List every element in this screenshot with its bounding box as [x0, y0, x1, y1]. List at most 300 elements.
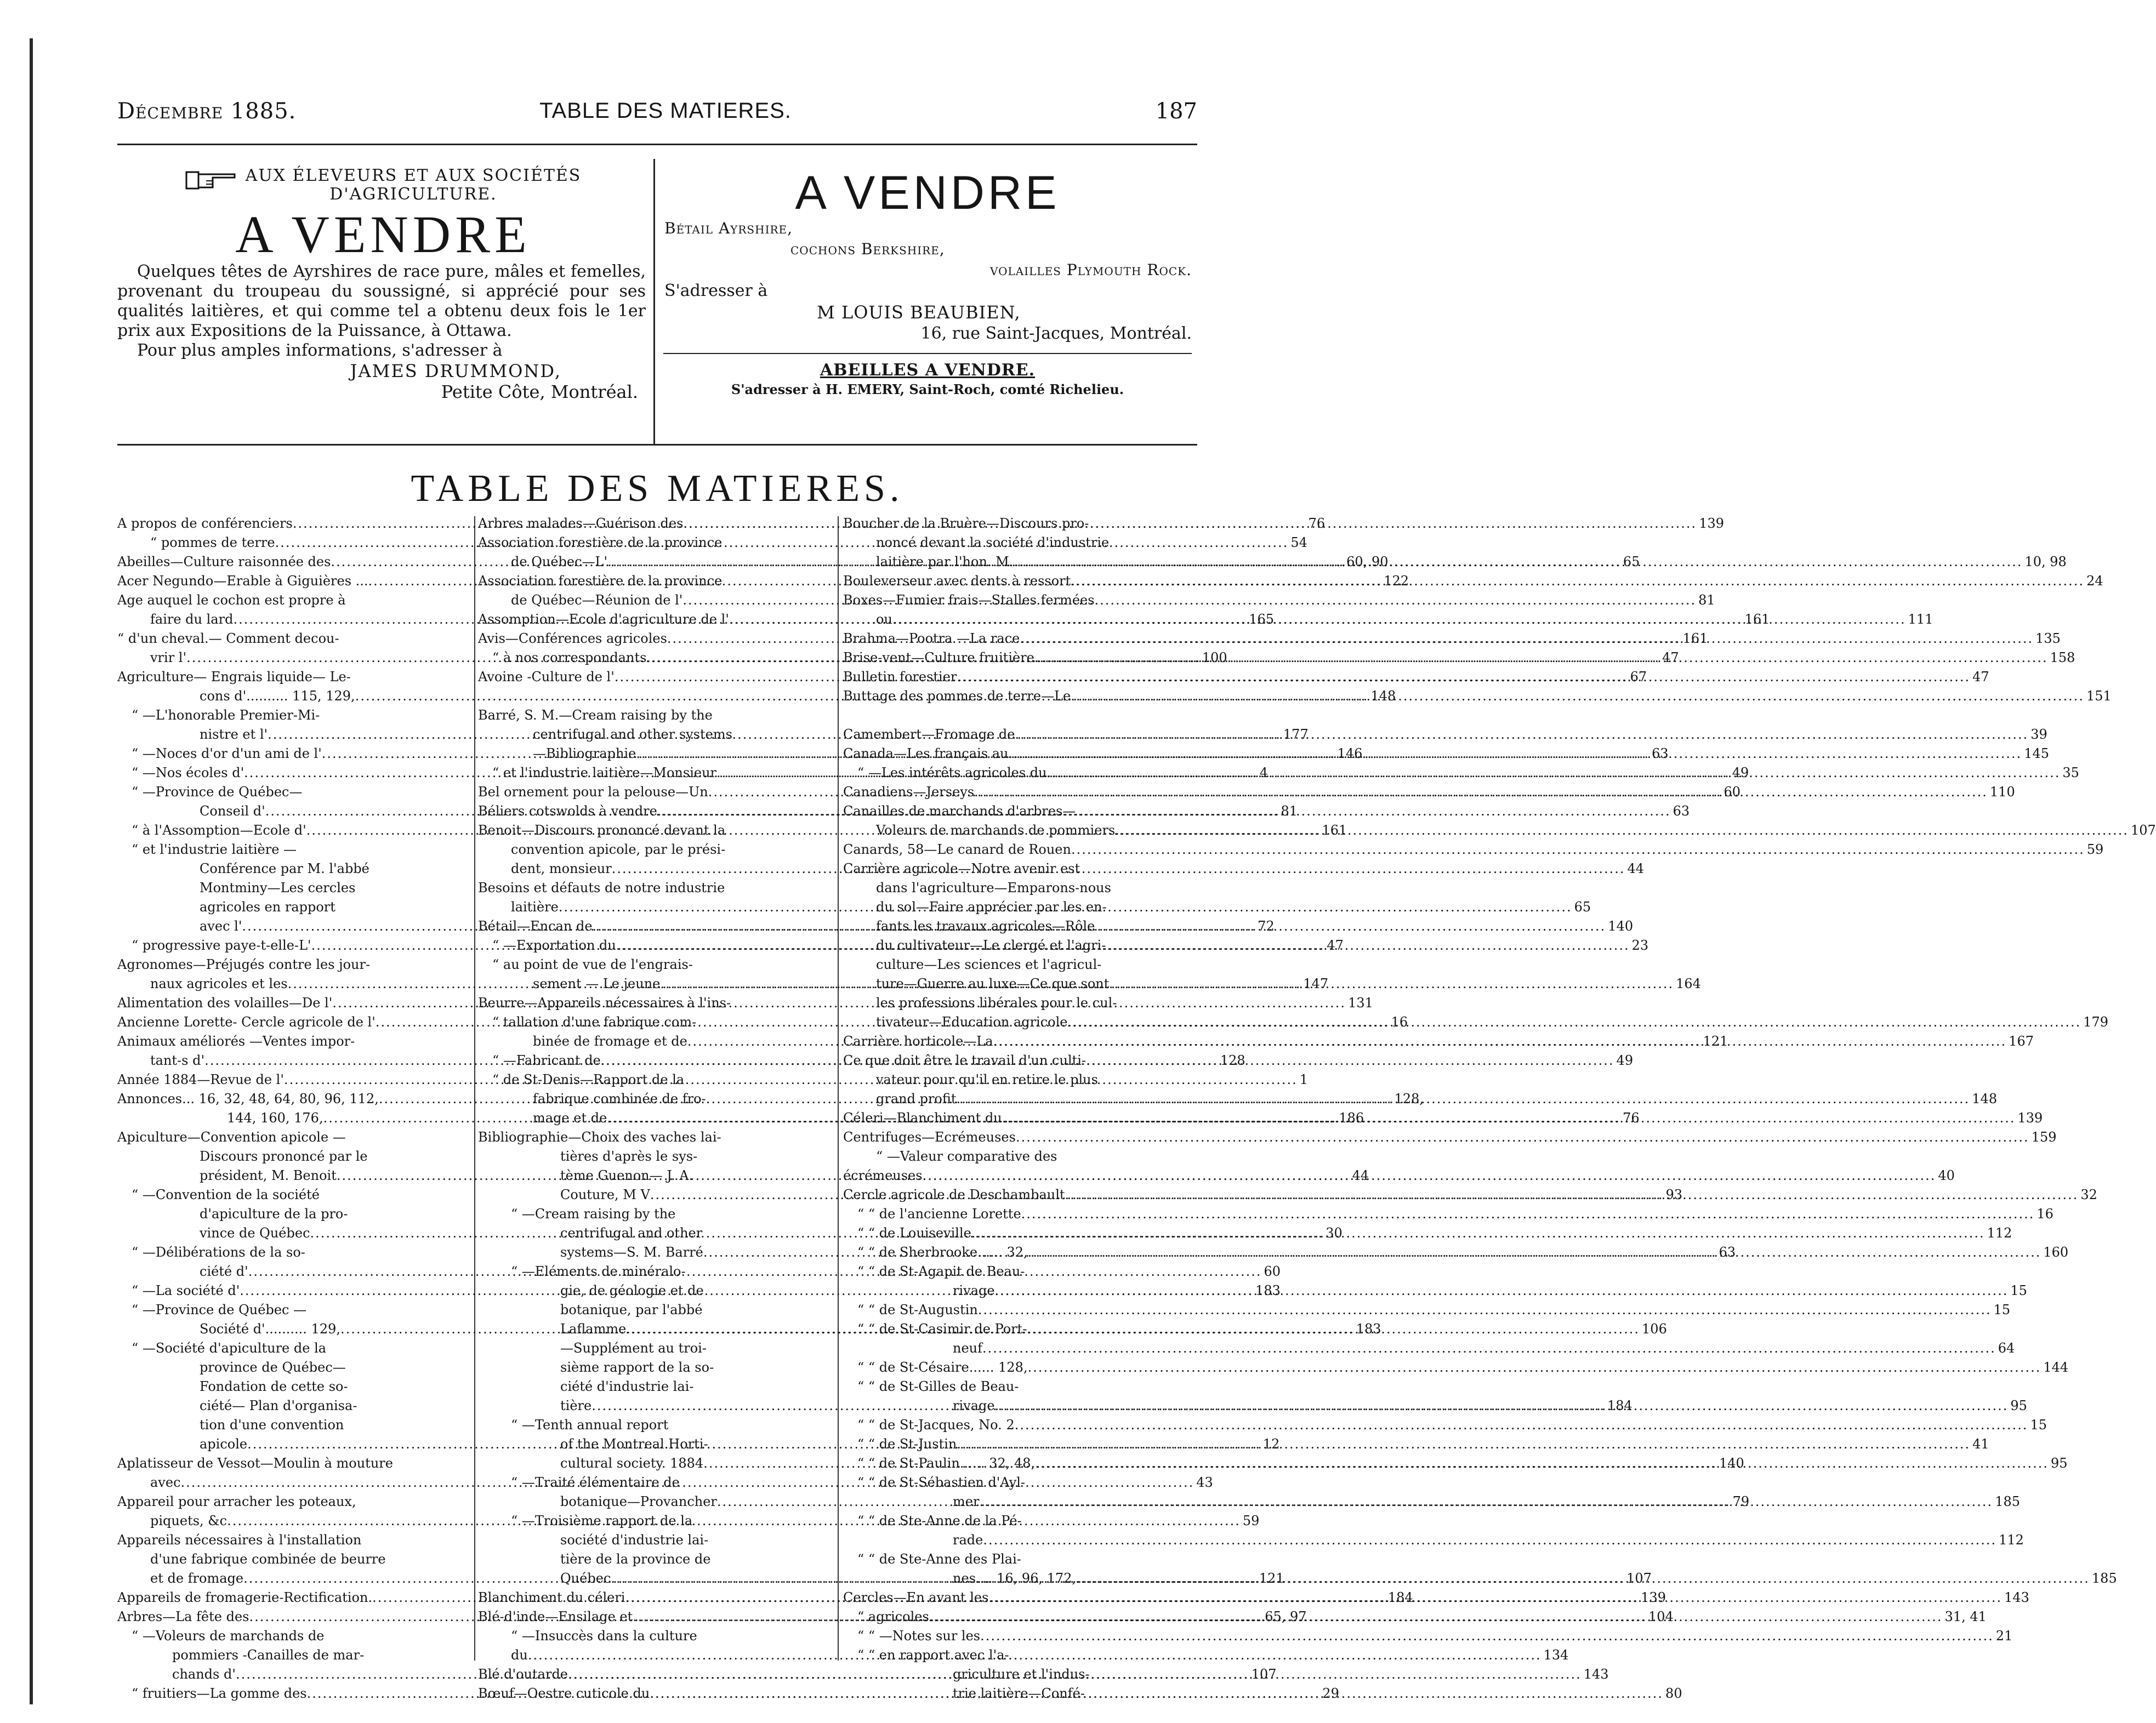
index-leader-dots [1009, 552, 2023, 572]
index-leader-dots [995, 1396, 2009, 1416]
index-leader-dots [1047, 763, 2061, 783]
index-page-ref: 107 [1626, 1571, 1652, 1586]
index-entry-text: Appareils nécessaires à l'installation [117, 1532, 362, 1548]
index-entry-text: “ —Noces d'or d'un ami de l' [132, 746, 322, 761]
index-page-ref: 60, 90 [1346, 554, 1389, 569]
index-entry-text: “ “ de l'ancienne Lorette [857, 1206, 1021, 1222]
index-entry-text: Animaux améliorés —Ventes impor- [117, 1034, 355, 1049]
index-entry [478, 1473, 833, 1492]
index-entry-text: ou [876, 612, 892, 627]
index-entry-text: et de fromage [150, 1571, 244, 1586]
index-page-ref: 104 [1648, 1609, 1674, 1624]
index-page-ref: 81 [1281, 803, 1298, 819]
index-entry-text: les professions libérales pour le cul- [876, 995, 1117, 1011]
ad-right-headline: A VENDRE [795, 167, 1060, 219]
index-page-ref: 183 [1356, 1321, 1381, 1337]
index-entry-text: Bel ornement pour la pelouse—Un [478, 784, 708, 800]
index-entry-text: fabrique combinée de fro- [533, 1091, 706, 1106]
index-entry-text: “ tallation d'une fabrique com- [492, 1014, 697, 1030]
index-entry-text: rivage [953, 1398, 995, 1413]
index-entry [843, 974, 1198, 994]
index-entry [117, 1128, 473, 1147]
index-entry-text: “ —Exportation du [492, 938, 616, 953]
index-entry [117, 1531, 473, 1550]
index-entry-text: laitière par l'hon. M [876, 554, 1009, 569]
index-leader-dots [957, 1089, 1970, 1109]
index-entry-text: dent, monsieur [511, 861, 612, 876]
index-leader-dots [1021, 1205, 2035, 1224]
index-page-ref: 146 [1337, 746, 1363, 761]
index-entry-text: tière de la province de [560, 1551, 711, 1567]
index-leader-dots [1015, 725, 2028, 744]
index-entry-text: “ à nos correspondants [492, 650, 647, 665]
index-leader-dots [1016, 1128, 2029, 1147]
index-entry-text: tion d'une convention [200, 1417, 344, 1433]
index-entry-text: Abeilles—Culture raisonnée des [117, 554, 331, 569]
index-page-ref: 177 [1283, 727, 1309, 742]
index-entry [478, 878, 833, 898]
index-entry [478, 1070, 833, 1089]
index-entry-text: avec l' [200, 918, 242, 934]
index-entry-text: Barré, S. M.—Cream raising by the [478, 708, 713, 723]
index-entry [843, 1358, 2069, 1377]
index-entry-text: Carrière horticole—La [843, 1034, 993, 1049]
index-entry-text: “ —Société d'apiculture de la [132, 1340, 327, 1356]
index-entry-text: “ “ de St-Gilles de Beau- [857, 1379, 1019, 1394]
index-page-ref: 47 [1327, 938, 1344, 953]
index-entry-text: Acer Negundo—Erable à Giguières ... [117, 573, 368, 589]
index-page-ref: 185 [2091, 1571, 2117, 1586]
index-entry-text: Béliers cotswolds à vendre [478, 803, 657, 819]
index-entry-text: Année 1884—Revue de l' [117, 1072, 284, 1087]
index-entry [117, 1358, 473, 1377]
index-entry-text: rade [953, 1532, 983, 1548]
index-page-ref: 161 [1322, 823, 1347, 838]
index-entry [478, 1435, 833, 1454]
index-page-ref: 164 [1676, 976, 1701, 991]
index-entry-text: Bœuf—Oestre cuticole du [478, 1686, 650, 1701]
index-page-ref: 47 [1972, 669, 1989, 684]
index-entry-text: Avis—Conférences agricoles [478, 631, 667, 646]
index-entry [478, 1377, 833, 1396]
index-entry-text: Ce que doit être le travail d'un culti- [843, 1053, 1086, 1068]
index-entry-text: tière [560, 1398, 592, 1413]
index-entry-text: nes.... 16, 96, 172, [953, 1571, 1077, 1586]
index-entry [117, 1627, 473, 1646]
index-entry [117, 1492, 473, 1511]
index-leader-dots [988, 1588, 2002, 1607]
index-entry [478, 1128, 833, 1147]
index-entry-text: “ et l'industrie laitière—Monsieur [492, 765, 717, 780]
index-entry-text: Blé-d'inde—Ensilage et [478, 1609, 633, 1624]
index-entry [478, 1550, 833, 1569]
index-entry-text: Bétail—Encan de [478, 918, 593, 934]
index-entry-text: Céleri—Blanchiment du [843, 1110, 1002, 1126]
index-entry-text: province de Québec— [200, 1360, 346, 1375]
index-entry [843, 859, 1198, 878]
index-entry-text: Canada—Les français au [843, 746, 1009, 761]
index-entry [843, 1128, 2057, 1147]
index-entry-text: “ —L'honorable Premier-Mi- [132, 708, 320, 723]
index-entry-text: fants les travaux agricoles—Rôle [876, 918, 1095, 934]
index-page-ref: 16 [2036, 1206, 2053, 1222]
index-page-ref: 79 [1732, 1494, 1750, 1509]
ad-right-item-1: Bétail Ayrshire, [664, 219, 793, 237]
index-entry [478, 1339, 833, 1358]
index-entry [843, 955, 1198, 974]
bees-ad-title: ABEILLES A VENDRE. [820, 361, 1036, 380]
index-entry [117, 955, 473, 974]
index-page-ref: 107 [1251, 1667, 1277, 1682]
index-page-ref: 67 [1630, 669, 1647, 684]
index-entry [117, 1032, 473, 1051]
index-entry-text: “ —Délibérations de la so- [132, 1245, 305, 1260]
index-entry-text: chands d' [172, 1667, 236, 1682]
index-entry [478, 955, 833, 974]
index-leader-dots [1071, 572, 2084, 591]
ad-right-items [658, 218, 1197, 281]
ad-column-separator [653, 159, 655, 444]
index-page-ref: 81 [1698, 592, 1715, 608]
index-page-ref: 140 [1608, 918, 1634, 934]
index-entry-text: ture—Guerre au luxe—Ce que sont [876, 976, 1110, 991]
index-page-ref: 24 [2086, 573, 2103, 589]
index-entry-text: Bouleverseur avec dents à ressort [843, 573, 1071, 589]
ad-seller-place: Petite Côte, Montréal. [441, 381, 638, 402]
index-page-ref: 110 [1989, 784, 2015, 800]
index-page-ref: 39 [2030, 727, 2047, 742]
index-entry-text: apicole [200, 1436, 248, 1452]
index-entry [843, 1627, 2013, 1646]
index-entry-text: cons d'.......... 115, 129, [200, 688, 355, 704]
index-entry-text: Association forestière de la province [478, 573, 723, 589]
index-entry [843, 514, 1198, 533]
index-entry [843, 1339, 2015, 1358]
index-entry [843, 1147, 1198, 1166]
index-entry-text: “ “ de St-Paulin...... 32, 48, [857, 1456, 1036, 1471]
index-page-ref: 47 [1662, 650, 1679, 665]
index-entry-text: Société d'.......... 129, [200, 1321, 341, 1337]
index-entry [478, 1262, 833, 1281]
index-page-ref: 121 [1259, 1571, 1284, 1586]
index-entry-text: Blanchiment du céleri [478, 1590, 625, 1605]
index-entry-text: Boucher de la Bruère—Discours pro- [843, 516, 1089, 531]
index-entry [478, 1205, 833, 1224]
index-page-ref: 143 [2004, 1590, 2029, 1605]
index-entry [478, 1089, 833, 1109]
index-entry-text: Brahma—Pootra —La race [843, 631, 1020, 646]
index-leader-dots [1071, 840, 2085, 859]
index-entry [843, 1377, 1198, 1396]
index-page-ref: 95 [2010, 1398, 2027, 1413]
index-page-ref: 121 [1703, 1034, 1728, 1049]
index-entry [843, 802, 1198, 821]
index-entry-text: Arbres—La fête des [117, 1609, 249, 1624]
index-entry [117, 898, 473, 917]
ad-headline: A VENDRE [235, 205, 531, 264]
index-page-ref: 80 [1665, 1686, 1682, 1701]
index-entry-text: mer [953, 1494, 980, 1509]
index-entry-text: Bulletin forestier [843, 669, 957, 684]
ad-tagline [117, 167, 649, 204]
index-entry [478, 840, 833, 859]
index-entry-text: Arbres malades—Guérison des [478, 516, 684, 531]
index-page-ref: 143 [1583, 1667, 1609, 1682]
index-page-ref: 49 [1616, 1053, 1634, 1068]
index-page-ref: 107 [2130, 823, 2156, 838]
index-entry [843, 917, 1198, 936]
index-leader-dots [978, 1300, 1992, 1320]
index-page-ref: 1 [1299, 1072, 1308, 1087]
index-entry [843, 1051, 1198, 1070]
index-leader-dots [1071, 687, 2084, 706]
index-leader-dots [1065, 1185, 2079, 1205]
index-page-ref: 59 [1242, 1513, 1260, 1528]
index-page-ref: 40 [1938, 1168, 1955, 1183]
index-page-ref: 65 [1574, 899, 1591, 915]
index-entry-text: d'une fabrique combinée de beurre [150, 1551, 386, 1567]
index-entry [117, 1243, 473, 1262]
index-entry [478, 533, 833, 552]
index-page-ref: 122 [1384, 573, 1409, 589]
index-page-ref: 147 [1303, 976, 1329, 991]
index-entry-text: Agronomes—Préjugés contre les jour- [117, 957, 371, 972]
index-entry-text: “ —Cream raising by the [511, 1206, 676, 1222]
index-entry-text: Laflamme [560, 1321, 627, 1337]
index-entry-text: griculture et l'indus- [953, 1667, 1090, 1682]
bees-ad-contact: S'adresser à H. EMERY, Saint-Roch, comté Richelieu. [731, 381, 1124, 397]
index-entry-text: sième rapport de la so- [560, 1360, 714, 1375]
index-entry-text: Blé d'outarde [478, 1667, 568, 1682]
index-entry-text: Centrifuges—Ecrémeuses [843, 1129, 1016, 1145]
index-leader-dots [980, 1627, 1994, 1646]
index-entry-text: of the Montreal Horti- [560, 1436, 708, 1452]
index-page-ref: 63 [1719, 1245, 1736, 1260]
index-entry-text: “ —Voleurs de marchands de [132, 1628, 325, 1644]
index-entry-text: “ —Fabricant de [492, 1053, 601, 1068]
index-entry-text: cultural society. 1884 [560, 1456, 704, 1471]
index-page-ref: 100 [1202, 650, 1227, 665]
index-leader-dots [979, 1492, 1993, 1511]
ad-right-item-3: volailles Plymouth Rock. [990, 261, 1192, 279]
index-entry [117, 1185, 473, 1205]
index-entry-text: “ et l'industrie laitière — [132, 842, 297, 857]
ad-tagline-line-2: D'AGRICULTURE. [329, 185, 497, 204]
index-page-ref: 184 [1387, 1590, 1413, 1605]
index-entry-text: “ progressive paye-t-elle-L' [132, 938, 311, 953]
index-leader-dots [1008, 744, 2022, 763]
index-entry-text: ciété— Plan d'organisa- [200, 1398, 357, 1413]
index-page-ref: 76 [1623, 1110, 1640, 1126]
index-leader-dots [1115, 821, 2129, 840]
index-entry [117, 591, 473, 610]
index-entry-text: écrémeuses [843, 1168, 923, 1183]
index-entry-text: “ “ de Louiseville [857, 1225, 971, 1241]
index-entry [117, 1300, 473, 1320]
index-entry [117, 667, 473, 687]
index-page-ref: 158 [2050, 650, 2075, 665]
index-leader-dots [1002, 1109, 2016, 1128]
running-header [117, 99, 1197, 132]
index-entry-text: neuf [953, 1340, 982, 1356]
index-entry [117, 859, 473, 878]
index-leader-dots [1076, 1569, 2090, 1588]
index-entry [843, 1665, 1198, 1684]
index-entry [117, 1205, 473, 1224]
index-entry-text: sement — Le jeune [533, 976, 661, 991]
index-leader-dots [1028, 1358, 2041, 1377]
index-spacer [478, 687, 833, 706]
index-entry-text: Appareils de fromagerie-Rectification. [117, 1590, 373, 1605]
index-page-ref: 111 [1908, 612, 1933, 627]
index-leader-dots [892, 610, 1906, 629]
index-page-ref: 15 [1993, 1302, 2011, 1317]
index-page-ref: 165 [1249, 612, 1275, 627]
index-entry [843, 533, 1198, 552]
index-leader-dots [1028, 1243, 2041, 1262]
index-entry-text: “ —Convention de la société [132, 1187, 320, 1202]
index-entry-text: Québec [560, 1571, 611, 1586]
index-page-ref: 160 [2043, 1245, 2069, 1260]
advertisement-livestock [658, 159, 1197, 433]
index-entry-text: Beurre—Appareils nécessaires à l'ins- [478, 995, 731, 1011]
index-page-ref: 54 [1290, 535, 1307, 550]
index-leader-dots [995, 1281, 2009, 1300]
index-entry-text: Avoine -Culture de l' [478, 669, 615, 684]
index-entry-text: Alimentation des volailles—De l' [117, 995, 333, 1011]
index-entry [478, 994, 833, 1013]
index-leader-dots [1035, 1454, 2049, 1473]
index-entry [843, 1531, 2024, 1550]
header-title: TABLE DES MATIERES. [539, 99, 792, 123]
index-entry-text: Brise-vent—Culture fruitière [843, 650, 1034, 665]
index-entry-text: société d'industrie lai- [560, 1532, 709, 1548]
index-entry-text: Ancienne Lorette- Cercle agricole de l' [117, 1014, 376, 1030]
index-leader-dots [993, 1032, 2007, 1051]
index-leader-dots [982, 1339, 1996, 1358]
index-entry-text: Agriculture— Engrais liquide— Le- [117, 669, 351, 684]
index-page-ref: 106 [1642, 1321, 1667, 1337]
index-entry-text: ciété d' [200, 1264, 248, 1279]
index-entry-text: centrifugal and other [560, 1225, 703, 1241]
index-entry-text: Canadiens—Jerseys [843, 784, 975, 800]
index-entry-text: “ —Troisième rapport de la [511, 1513, 693, 1528]
index-entry-text: centrifugal and other systems [533, 727, 732, 742]
index-entry-text: Cercles—En avant les [843, 1590, 989, 1605]
index-entry [117, 878, 473, 898]
index-entry-text: “ à l'Assomption—Ecole d' [132, 823, 306, 838]
index-entry [843, 591, 1198, 610]
index-entry-text: Conférence par M. l'abbé [200, 861, 369, 876]
index-entry-text: avec [150, 1475, 181, 1490]
index-entry-text: “ “ de St-Casimir de Port- [857, 1321, 1027, 1337]
index-entry-text: Association forestière de la province [478, 535, 723, 550]
index-page-ref: 95 [2050, 1456, 2068, 1471]
index-page-ref: 41 [1972, 1436, 1989, 1452]
index-entry-text: Bibliographie—Choix des vaches lai- [478, 1129, 721, 1145]
advertisement-ayrshires [117, 159, 649, 433]
index-entry-text: nistre et l' [200, 727, 268, 742]
index-entry-text: Assomption—Ecole d'agriculture de l' [478, 612, 729, 627]
index-entry-text: pommiers -Canailles de mar- [172, 1647, 365, 1663]
index-entry-text: Camembert—Fromage de [843, 727, 1015, 742]
index-entry [478, 706, 833, 725]
index-entry [843, 994, 1198, 1013]
index-entry-text: Cercle agricole de Deschambault [843, 1187, 1065, 1202]
index-entry [843, 1550, 1198, 1569]
index-entry [478, 1281, 833, 1300]
index-page-ref: 144 [2043, 1360, 2069, 1375]
ad-right-contact-name: M LOUIS BEAUBIEN, [817, 302, 1021, 323]
index-page-ref: 161 [1682, 631, 1708, 646]
index-page-ref: 140 [1719, 1456, 1744, 1471]
index-entry [117, 1454, 473, 1473]
index-entry-text: noncé devant la société d'industrie [876, 535, 1110, 550]
index-entry-text: “ “ —Notes sur les [857, 1628, 981, 1644]
index-page-ref: 43 [1196, 1475, 1213, 1490]
index-entry [478, 1531, 833, 1550]
index-page-ref: 29 [1322, 1686, 1339, 1701]
pointing-hand-icon [185, 169, 238, 191]
index-entry-text: du cultivateur—Le clergé et l'agri- [876, 938, 1106, 953]
index-page-ref: 72 [1258, 918, 1275, 934]
index-entry-text: Besoins et défauts de notre industrie [478, 880, 725, 895]
index-entry [843, 936, 1198, 955]
index-entry-text: “ “ de St-Augustin [857, 1302, 978, 1317]
index-entry-text: “ —Insuccès dans la culture [511, 1628, 697, 1644]
index-page-ref: 76 [1308, 516, 1326, 531]
index-entry-text: tème Guenon— J. A. [560, 1168, 693, 1183]
index-entry-text: Buttage des pommes de terre—Le [843, 688, 1071, 704]
index-entry [117, 1377, 473, 1396]
index-entry-text: Canards, 58—Le canard de Rouen [843, 842, 1071, 857]
index-entry-text: gie, de géologie et de [560, 1283, 704, 1298]
index-entry-text: “ “ en rapport avec l'a- [857, 1647, 1009, 1663]
index-entry-text: du [511, 1647, 528, 1663]
index-entry-text: “ “ de St-Justin [857, 1436, 957, 1452]
index-leader-dots [957, 667, 1970, 687]
index-entry-text: “ de St-Denis—Rapport de la [492, 1072, 685, 1087]
index-entry-text: systems—S. M. Barré [560, 1245, 703, 1260]
index-leader-dots [1020, 629, 2033, 648]
index-page-ref: 112 [1999, 1532, 2024, 1548]
index-entry [843, 1320, 1198, 1339]
index-page-ref: 15 [2030, 1417, 2047, 1433]
page-edge-bar [30, 38, 33, 1704]
index-entry-text: laitière [511, 899, 559, 915]
index-page-ref: 179 [2083, 1014, 2109, 1030]
index-entry [117, 1396, 473, 1416]
index-entry-text: président, M. Benoit [200, 1168, 337, 1183]
index-leader-dots [923, 1166, 1936, 1185]
ad-right-divider [663, 353, 1192, 354]
index-entry-text: Apiculture—Convention apicole — [117, 1129, 346, 1145]
index-entry-text: Appareil pour arracher les poteaux, [117, 1494, 356, 1509]
index-entry-text: “ —Les intérêts agricoles du [857, 765, 1047, 780]
index-entry [843, 1511, 1198, 1531]
index-page-ref: 139 [1699, 516, 1724, 531]
index-entry-text: Montminy—Les cercles [200, 880, 356, 895]
index-page-ref: 135 [2035, 631, 2061, 646]
index-entry-text: d'apiculture de la pro- [200, 1206, 348, 1222]
index-entry [478, 1627, 833, 1646]
index-entry-text: Voleurs de marchands de pommiers [876, 823, 1116, 838]
index-page-ref: 64 [1998, 1340, 2015, 1356]
index-entry [117, 706, 473, 725]
index-entry [478, 1166, 833, 1185]
index-entry [843, 840, 2104, 859]
index-entry [478, 1358, 833, 1377]
